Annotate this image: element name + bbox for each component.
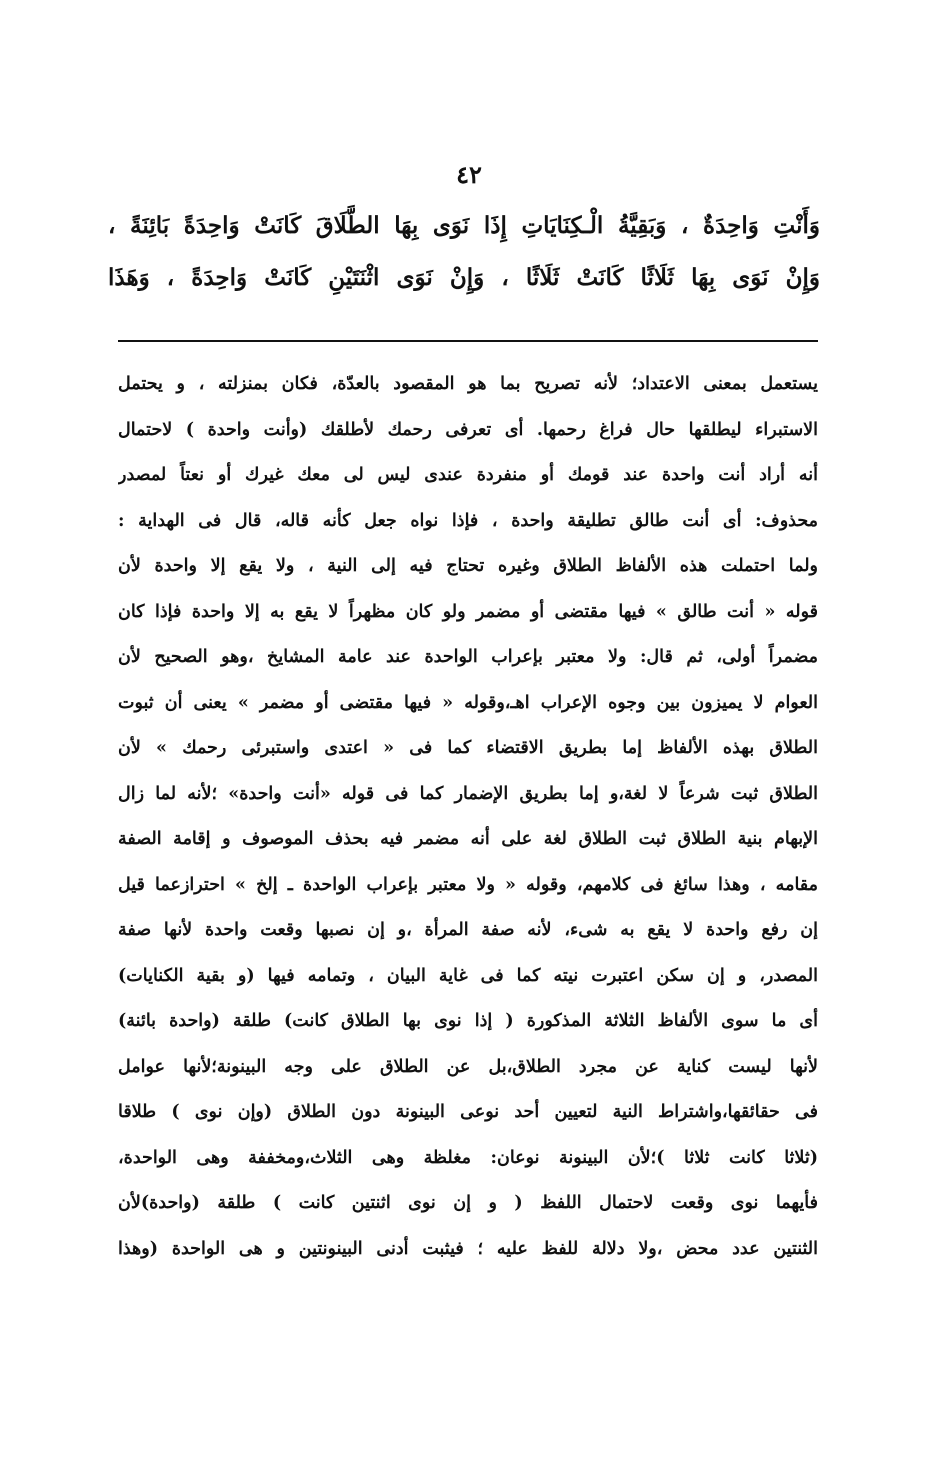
- commentary-line: المصدر، و إن سكن اعتبرت نيته كما فى غاية البيان ، وتمامه فيها (و بقية الكنايات): [118, 965, 818, 986]
- commentary-line: الاستبراء ليطلقها حال فراغ رحمها. أى تعرفى رحمك لأطلقك (وأنت واحدة ) لاحتمال: [118, 419, 818, 440]
- page-number: ٤٢: [456, 160, 482, 189]
- commentary-text-block: [118, 362, 818, 1272]
- commentary-line: الطلاق ثبت شرعاً لا لغة،و إما بطريق الإضمار كما فى قوله «أنت واحدة» ؛لأنه لما زال: [118, 783, 818, 804]
- commentary-line: الثنتين عدد محض ،ولا دلالة للفظ عليه ؛ فيثبت أدنى البينونتين و هى الواحدة (وهذا: [118, 1238, 818, 1259]
- commentary-line: أنه أراد أنت واحدة عند قومك أو منفردة عندى ليس لى معك غيرك أو نعتاً لمصدر: [118, 465, 818, 485]
- matn-text-block: [108, 200, 820, 304]
- matn-line: وَأَنْتِ وَاحِدَةٌ ، وَبَقِيَّةُ الْـكِنَايَاتِ إِذَا نَوَى بِهَا الطَّلَاقَ كَانَتْ وَاحِدَةً بَائِنَةً ،: [108, 212, 820, 239]
- commentary-line: الطلاق بهذه الألفاظ إما بطريق الاقتضاء كما فى « اعتدى واستبرئى رحمك » لأن: [118, 738, 818, 758]
- commentary-line: أى ما سوى الألفاظ الثلاثة المذكورة ( إذا نوى بها الطلاق كانت) طلقة (واحدة بائنة): [118, 1011, 818, 1031]
- commentary-line: محذوف: أى أنت طالق تطليقة واحدة ، فإذا نواه جعل كأنه قاله، قال فى الهداية :: [118, 510, 818, 531]
- commentary-line: (ثلاثا كانت ثلاثا )؛لأن البينونة نوعان: مغلظة وهى الثلاث،ومخففة وهى الواحدة،: [118, 1147, 818, 1168]
- matn-line: وَإِنْ نَوَى بِهَا ثَلَاثًا كَانَتْ ثَلَاثًا ، وَإِنْ نَوَى اثْنَتَيْنِ كَانَتْ وَاحِدَةً ، وَهَذَا: [108, 264, 820, 291]
- commentary-line: لأنها ليست كناية عن مجرد الطلاق،بل عن الطلاق على وجه البينونة؛لأنها عوامل: [118, 1056, 818, 1077]
- section-divider: [118, 340, 818, 342]
- commentary-line: العوام لا يميزون بين وجوه الإعراب اهـ،وقوله « فيها مقتضى أو مضمر » يعنى أن ثبوت: [118, 692, 818, 713]
- commentary-line: ولما احتملت هذه الألفاظ الطلاق وغيره تحتاج فيه إلى النية ، ولا يقع إلا واحدة لأن: [118, 556, 818, 576]
- commentary-line: مقامه ، وهذا سائغ فى كلامهم، وقوله « ولا معتبر بإعراب الواحدة ـ إلخ » احترازعما قيل: [118, 874, 818, 895]
- commentary-line: قوله « أنت طالق » فيها مقتضى أو مضمر ولو كان مظهراً لا يقع به إلا واحدة فإذا كان: [118, 601, 818, 622]
- commentary-line: فأيهما نوى وقعت لاحتمال اللفظ ( و إن نوى اثنتين كانت ) طلقة (واحدة)لأن: [118, 1193, 818, 1213]
- commentary-line: إن رفع واحدة لا يقع به شىء، لأنه صفة المرأة ،و إن نصبها وقعت واحدة لأنها صفة: [118, 920, 818, 940]
- commentary-line: يستعمل بمعنى الاعتداد؛ لأنه تصريح بما هو المقصود بالعدّة، فكان بمنزلته ، و يحتمل: [118, 374, 818, 394]
- commentary-line: مضمراً أولى، ثم قال: ولا معتبر بإعراب الواحدة عند عامة المشايخ ،وهو الصحيح لأن: [118, 647, 818, 667]
- commentary-line: فى حقائقها،واشتراط النية لتعيين أحد نوعى البينونة دون الطلاق (وإن نوى ) طلاقا: [118, 1102, 818, 1122]
- commentary-line: الإبهام بنية الطلاق ثبت الطلاق لغة على أنه مضمر فيه بحذف الموصوف و إقامة الصفة: [118, 829, 818, 849]
